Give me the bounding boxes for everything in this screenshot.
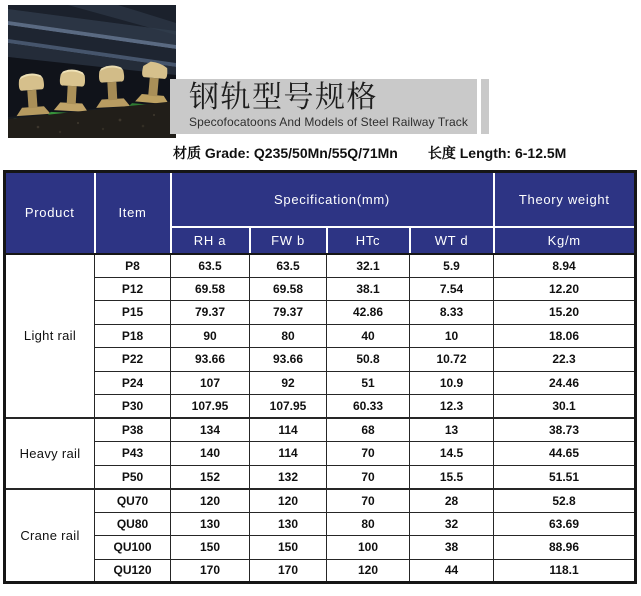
value-cell: 70 [327, 489, 410, 513]
table-body [5, 254, 636, 583]
header-specification: Specification(mm) [171, 172, 494, 227]
value-cell: 140 [171, 442, 250, 466]
value-cell: 42.86 [327, 301, 410, 325]
header-item: Item [95, 172, 171, 254]
table-row [5, 442, 636, 466]
value-cell: 118.1 [494, 559, 636, 583]
item-cell: P12 [95, 277, 171, 301]
value-cell: 114 [250, 418, 327, 442]
value-cell: 69.58 [250, 277, 327, 301]
value-cell: 107 [171, 371, 250, 395]
value-cell: 150 [171, 536, 250, 560]
value-cell: 51 [327, 371, 410, 395]
header-theory-weight: Theory weight [494, 172, 636, 227]
value-cell: 32 [410, 512, 494, 536]
value-cell: 69.58 [171, 277, 250, 301]
table-row [5, 254, 636, 278]
value-cell: 114 [250, 442, 327, 466]
table-row [5, 395, 636, 419]
product-group-cell: Crane rail [5, 489, 95, 583]
value-cell: 18.06 [494, 324, 636, 348]
value-cell: 132 [250, 465, 327, 489]
item-cell: P30 [95, 395, 171, 419]
value-cell: 92 [250, 371, 327, 395]
page-title: 钢轨型号规格 [189, 81, 378, 114]
value-cell: 38.1 [327, 277, 410, 301]
value-cell: 130 [171, 512, 250, 536]
value-cell: 170 [250, 559, 327, 583]
item-cell: QU80 [95, 512, 171, 536]
value-cell: 150 [250, 536, 327, 560]
value-cell: 8.94 [494, 254, 636, 278]
value-cell: 60.33 [327, 395, 410, 419]
item-cell: P15 [95, 301, 171, 325]
value-cell: 50.8 [327, 348, 410, 372]
value-cell: 15.5 [410, 465, 494, 489]
product-group-cell: Light rail [5, 254, 95, 419]
grade-text: 材质 Grade: Q235/50Mn/55Q/71Mn [173, 145, 398, 161]
value-cell: 120 [171, 489, 250, 513]
value-cell: 32.1 [327, 254, 410, 278]
item-cell: QU70 [95, 489, 171, 513]
header-product: Product [5, 172, 95, 254]
table-row [5, 371, 636, 395]
value-cell: 15.20 [494, 301, 636, 325]
value-cell: 5.9 [410, 254, 494, 278]
value-cell: 12.3 [410, 395, 494, 419]
value-cell: 68 [327, 418, 410, 442]
value-cell: 170 [171, 559, 250, 583]
steel-rails-photo [8, 5, 176, 138]
value-cell: 79.37 [171, 301, 250, 325]
table-row [5, 512, 636, 536]
table-row [5, 559, 636, 583]
item-cell: P50 [95, 465, 171, 489]
banner-accent-bar [481, 79, 489, 134]
value-cell: 100 [327, 536, 410, 560]
value-cell: 63.5 [250, 254, 327, 278]
value-cell: 120 [327, 559, 410, 583]
item-cell: P8 [95, 254, 171, 278]
table-row [5, 277, 636, 301]
header-kg-m: Kg/m [494, 227, 636, 254]
table-row [5, 418, 636, 442]
value-cell: 14.5 [410, 442, 494, 466]
value-cell: 88.96 [494, 536, 636, 560]
page-subtitle: Specofocatoons And Models of Steel Railway Track [189, 115, 468, 129]
item-cell: P43 [95, 442, 171, 466]
value-cell: 93.66 [250, 348, 327, 372]
value-cell: 120 [250, 489, 327, 513]
table-row [5, 301, 636, 325]
value-cell: 38 [410, 536, 494, 560]
value-cell: 30.1 [494, 395, 636, 419]
value-cell: 70 [327, 465, 410, 489]
item-cell: P38 [95, 418, 171, 442]
title-banner [170, 79, 477, 134]
value-cell: 51.51 [494, 465, 636, 489]
table-header [5, 172, 636, 254]
value-cell: 22.3 [494, 348, 636, 372]
value-cell: 107.95 [171, 395, 250, 419]
value-cell: 28 [410, 489, 494, 513]
item-cell: P18 [95, 324, 171, 348]
header-htc: HTc [327, 227, 410, 254]
table-row [5, 489, 636, 513]
value-cell: 80 [327, 512, 410, 536]
value-cell: 38.73 [494, 418, 636, 442]
value-cell: 80 [250, 324, 327, 348]
value-cell: 130 [250, 512, 327, 536]
table-row [5, 465, 636, 489]
value-cell: 24.46 [494, 371, 636, 395]
header-fw-b: FW b [250, 227, 327, 254]
material-info-line [173, 143, 566, 163]
spec-table [3, 170, 637, 584]
header-rh-a: RH a [171, 227, 250, 254]
value-cell: 12.20 [494, 277, 636, 301]
value-cell: 107.95 [250, 395, 327, 419]
header-wt-d: WT d [410, 227, 494, 254]
value-cell: 13 [410, 418, 494, 442]
value-cell: 7.54 [410, 277, 494, 301]
product-group-cell: Heavy rail [5, 418, 95, 489]
value-cell: 10.9 [410, 371, 494, 395]
item-cell: QU120 [95, 559, 171, 583]
value-cell: 93.66 [171, 348, 250, 372]
item-cell: P24 [95, 371, 171, 395]
value-cell: 63.69 [494, 512, 636, 536]
value-cell: 52.8 [494, 489, 636, 513]
value-cell: 44 [410, 559, 494, 583]
table-row [5, 324, 636, 348]
steel-rails-illustration [8, 5, 176, 138]
item-cell: QU100 [95, 536, 171, 560]
value-cell: 8.33 [410, 301, 494, 325]
table-row [5, 348, 636, 372]
value-cell: 10.72 [410, 348, 494, 372]
length-text: 长度 Length: 6-12.5M [427, 145, 567, 161]
value-cell: 10 [410, 324, 494, 348]
table-row [5, 536, 636, 560]
value-cell: 40 [327, 324, 410, 348]
value-cell: 44.65 [494, 442, 636, 466]
value-cell: 152 [171, 465, 250, 489]
value-cell: 70 [327, 442, 410, 466]
value-cell: 79.37 [250, 301, 327, 325]
value-cell: 134 [171, 418, 250, 442]
header-row-main [5, 172, 636, 227]
item-cell: P22 [95, 348, 171, 372]
value-cell: 63.5 [171, 254, 250, 278]
value-cell: 90 [171, 324, 250, 348]
